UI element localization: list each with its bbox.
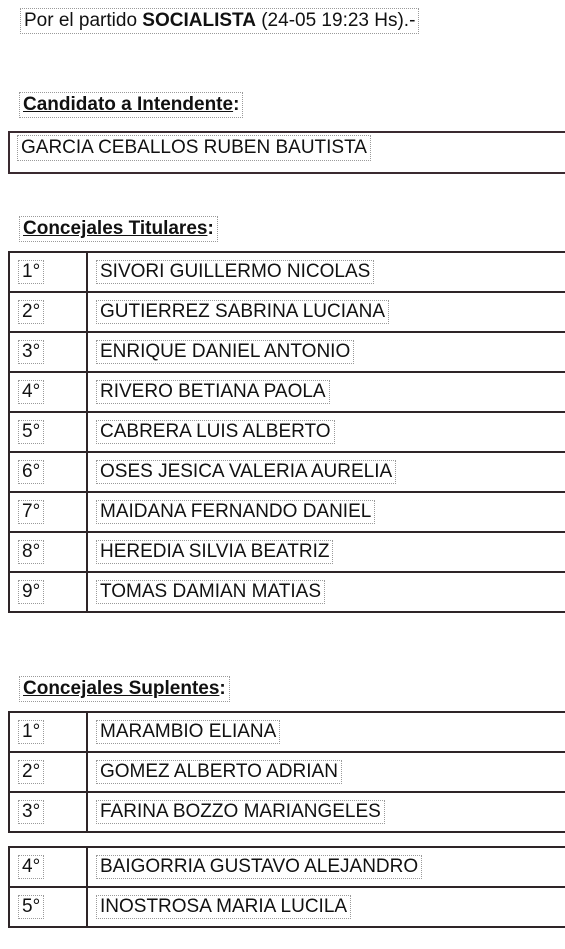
table-row: [9, 752, 565, 792]
order-cell: [9, 412, 87, 452]
intendente-title-colon: :: [233, 94, 240, 115]
intendente-title-text: Candidato a Intendente: [23, 94, 234, 115]
candidate-cell: [87, 252, 565, 292]
order-cell: [9, 532, 87, 572]
candidate-name: ENRIQUE DANIEL ANTONIO: [96, 340, 354, 364]
header-prefix: Por el partido: [24, 10, 143, 31]
order-number: 1°: [18, 260, 44, 284]
order-number: 9°: [18, 580, 44, 604]
candidate-name: RIVERO BETIANA PAOLA: [96, 380, 330, 404]
order-cell: [9, 372, 87, 412]
candidate-cell: [87, 752, 565, 792]
candidate-cell: [87, 332, 565, 372]
table-row: [9, 252, 565, 292]
candidate-name: FARINA BOZZO MARIANGELES: [96, 800, 385, 824]
order-cell: [9, 712, 87, 752]
titulares-title-colon: :: [207, 218, 214, 239]
table-row: [9, 412, 565, 452]
suplentes-title-text: Concejales Suplentes: [23, 678, 220, 699]
candidate-name: INOSTROSA MARIA LUCILA: [96, 895, 351, 919]
candidate-cell: [87, 452, 565, 492]
order-number: 3°: [18, 340, 44, 364]
order-number: 5°: [18, 895, 44, 919]
order-number: 1°: [18, 720, 44, 744]
table-row: [9, 887, 565, 927]
candidate-cell: [87, 847, 565, 887]
table-row: [9, 292, 565, 332]
suplentes-table-a: [8, 711, 565, 833]
candidate-name: MAIDANA FERNANDO DANIEL: [96, 500, 375, 524]
suplentes-table-a-body: [9, 712, 565, 832]
candidate-name: BAIGORRIA GUSTAVO ALEJANDRO: [96, 855, 422, 879]
intendente-name: GARCIA CEBALLOS RUBEN BAUTISTA: [17, 135, 371, 161]
order-number: 7°: [18, 500, 44, 524]
suplentes-table-b: [8, 846, 565, 928]
order-number: 8°: [18, 540, 44, 564]
candidate-name: OSES JESICA VALERIA AURELIA: [96, 460, 396, 484]
candidate-name: TOMAS DAMIAN MATIAS: [96, 580, 325, 604]
order-cell: [9, 452, 87, 492]
order-number: 5°: [18, 420, 44, 444]
suplentes-title-colon: :: [219, 678, 226, 699]
candidate-cell: [87, 292, 565, 332]
candidate-name: CABRERA LUIS ALBERTO: [96, 420, 335, 444]
suplentes-table-b-body: [9, 847, 565, 927]
table-row: [9, 792, 565, 832]
suplentes-title: [19, 676, 230, 702]
order-number: 3°: [18, 800, 44, 824]
candidate-cell: [87, 712, 565, 752]
order-number: 4°: [18, 855, 44, 879]
order-number: 4°: [18, 380, 44, 404]
order-cell: [9, 572, 87, 612]
candidate-cell: [87, 792, 565, 832]
titulares-title: [19, 216, 218, 242]
candidate-cell: [87, 887, 565, 927]
order-number: 2°: [18, 760, 44, 784]
table-row: [9, 847, 565, 887]
order-cell: [9, 252, 87, 292]
header-suffix: (24-05 19:23 Hs).-: [255, 10, 416, 31]
table-row: [9, 332, 565, 372]
order-number: 6°: [18, 460, 44, 484]
order-cell: [9, 492, 87, 532]
order-number: 2°: [18, 300, 44, 324]
candidate-name: HEREDIA SILVIA BEATRIZ: [96, 540, 333, 564]
candidate-cell: [87, 572, 565, 612]
table-row: [9, 492, 565, 532]
titulares-table-body: [9, 252, 565, 612]
intendente-title: [19, 92, 243, 118]
titulares-table: [8, 251, 565, 613]
party-name: SOCIALISTA: [142, 10, 256, 31]
titulares-title-text: Concejales Titulares: [23, 218, 208, 239]
order-cell: [9, 792, 87, 832]
table-row: [9, 712, 565, 752]
candidate-name: SIVORI GUILLERMO NICOLAS: [96, 260, 374, 284]
candidate-cell: [87, 492, 565, 532]
table-row: [9, 572, 565, 612]
candidate-name: GOMEZ ALBERTO ADRIAN: [96, 760, 342, 784]
table-row: [9, 372, 565, 412]
order-cell: [9, 332, 87, 372]
candidate-cell: [87, 412, 565, 452]
order-cell: [9, 292, 87, 332]
candidate-cell: [87, 372, 565, 412]
table-row: [9, 452, 565, 492]
order-cell: [9, 887, 87, 927]
order-cell: [9, 752, 87, 792]
candidate-name: MARAMBIO ELIANA: [96, 720, 280, 744]
table-row: [9, 532, 565, 572]
candidate-cell: [87, 532, 565, 572]
order-cell: [9, 847, 87, 887]
party-header: [20, 8, 419, 34]
candidate-name: GUTIERREZ SABRINA LUCIANA: [96, 300, 389, 324]
